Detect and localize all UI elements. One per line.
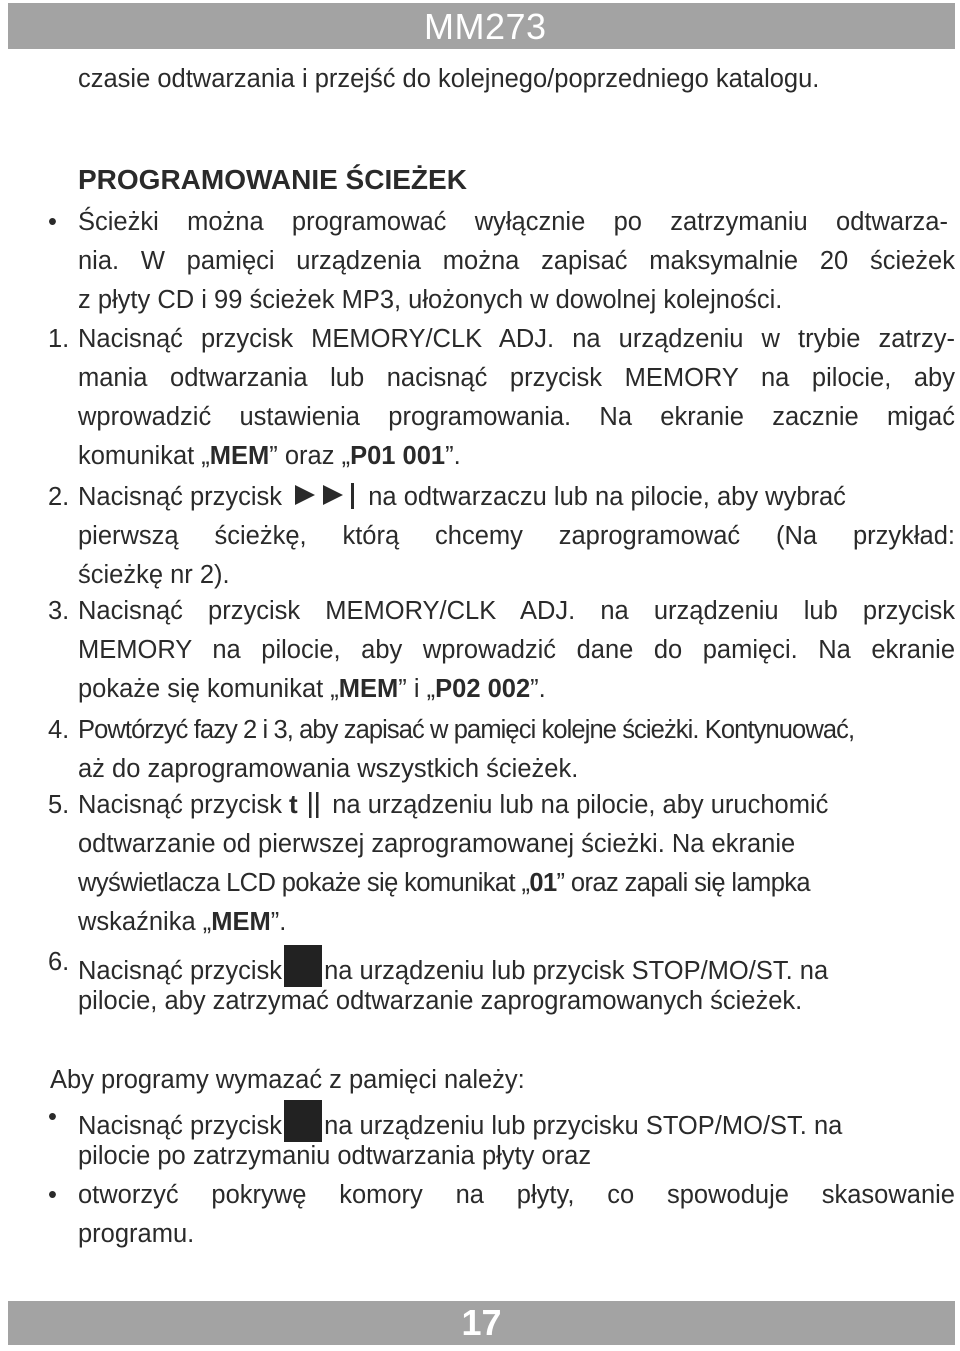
mem-indicator: MEM (211, 908, 271, 936)
text: na odtwarzaczu lub na pilocie, aby wybrać (368, 483, 846, 511)
text: na urządzeniu lub przycisku STOP/MO/ST. na (324, 1112, 843, 1140)
step6-line-first (78, 945, 955, 988)
step2-line: ścieżkę nr 2). (78, 561, 230, 589)
step-number: 6. (48, 948, 70, 976)
text: Nacisnąć przycisk (78, 957, 283, 985)
step-number: 5. (48, 791, 70, 819)
bullet-marker: • (48, 1181, 57, 1209)
bullet-line: nia. W pamięci urządzenia można zapisać maksymalnie 20 ścieżek (78, 247, 955, 275)
step1-line-last (78, 439, 955, 473)
text: ” oraz zapali się lampka (556, 869, 811, 897)
step5-line: odtwarzanie od pierwszej zaprogramowanej ścieżki. Na ekranie (78, 830, 796, 858)
text: ”. (445, 442, 461, 470)
text: wskaźnika „ (78, 908, 212, 936)
display-code: 01 (529, 869, 557, 897)
stop-icon (284, 1100, 322, 1142)
text: ”. (270, 908, 287, 936)
text: Nacisnąć przycisk (78, 483, 283, 511)
step-number: 1. (48, 325, 70, 353)
text: ” i „ (398, 675, 436, 703)
erase-bullet-line: programu. (78, 1220, 195, 1248)
step3-line: Nacisnąć przycisk MEMORY/CLK ADJ. na urządzeniu lub przycisk (78, 597, 955, 625)
intro-line: czasie odtwarzania i przejść do kolejnego/poprzedniego katalogu. (78, 65, 820, 93)
erase-bullet-line: otworzyć pokrywę komory na płyty, co spowoduje skasowanie (78, 1181, 955, 1209)
svg-text:t: t (289, 789, 298, 819)
text: na urządzeniu lub przycisk STOP/MO/ST. na (324, 957, 829, 985)
step3-line-last (78, 672, 955, 706)
bullet-marker: • (48, 1103, 57, 1131)
bullet-marker: • (48, 208, 57, 236)
step-number: 4. (48, 716, 70, 744)
model-number: MM273 (424, 6, 547, 47)
play-pause-icon (289, 789, 325, 819)
step5-line3 (78, 866, 955, 900)
mem-indicator: MEM (209, 442, 270, 470)
text: Nacisnąć przycisk (78, 1112, 283, 1140)
text: komunikat „ (78, 442, 210, 470)
step6-line: pilocie, aby zatrzymać odtwarzanie zaprogramowanych ścieżek. (78, 987, 803, 1015)
page-number: 17 (461, 1302, 502, 1343)
step5-line4 (78, 905, 955, 939)
step4-line: Powtórzyć fazy 2 i 3, aby zapisać w pamięci kolejne ścieżki. Kontynuować, (78, 716, 855, 744)
text: pokaże się komunikat „ (78, 675, 339, 703)
step3-line: MEMORY na pilocie, aby wprowadzić dane do pamięci. Na ekranie (78, 636, 955, 664)
display-code: P02 002 (435, 675, 531, 703)
step4-line: aż do zaprogramowania wszystkich ścieżek. (78, 755, 579, 783)
bullet-line: Ścieżki można programować wyłącznie po zatrzymaniu odtwarza- (78, 208, 948, 236)
mem-indicator: MEM (338, 675, 399, 703)
text: wyświetlacza LCD pokaże się komunikat „ (78, 869, 530, 897)
step-number: 2. (48, 483, 70, 511)
text: ”. (530, 675, 546, 703)
step2-line-first (78, 480, 955, 514)
erase-intro: Aby programy wymazać z pamięci należy: (50, 1066, 525, 1094)
text: Nacisnąć przycisk (78, 791, 283, 819)
erase-bullet-line (78, 1100, 955, 1143)
next-track-icon (289, 481, 361, 509)
text: ” oraz „ (269, 442, 351, 470)
stop-icon (284, 945, 322, 987)
step2-line: pierwszą ścieżkę, którą chcemy zaprogramować (Na przykład: (78, 522, 955, 550)
erase-bullet-line: pilocie po zatrzymaniu odtwarzania płyty oraz (78, 1142, 592, 1170)
display-code: P01 001 (350, 442, 446, 470)
step-number: 3. (48, 597, 70, 625)
step1-line: mania odtwarzania lub nacisnąć przycisk MEMORY na pilocie, aby (78, 364, 955, 392)
header-bar (8, 3, 955, 49)
text: na urządzeniu lub na pilocie, aby uruchomić (332, 791, 829, 819)
step1-line: wprowadzić ustawienia programowania. Na ekranie zacznie migać (78, 403, 955, 431)
step5-line-first (78, 788, 955, 822)
bullet-line: z płyty CD i 99 ścieżek MP3, ułożonych w dowolnej kolejności. (78, 286, 783, 314)
section-title: PROGRAMOWANIE ŚCIEŻEK (78, 164, 467, 195)
step1-line: Nacisnąć przycisk MEMORY/CLK ADJ. na urządzeniu w trybie zatrzy- (78, 325, 955, 353)
footer-bar (8, 1301, 955, 1345)
